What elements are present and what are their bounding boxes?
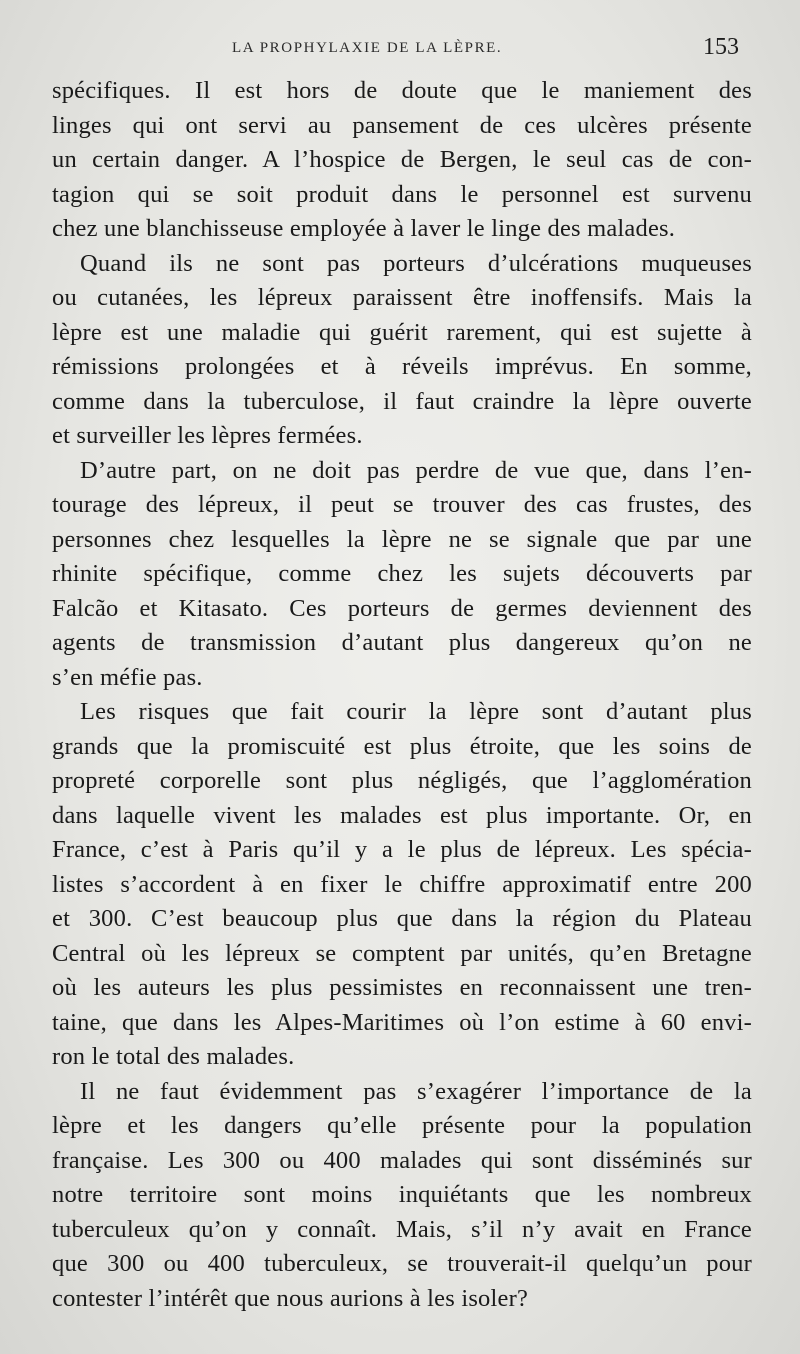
text-line: française. Les 300 ou 400 malades qui sont disséminés sur — [52, 1146, 752, 1174]
text-line: France, c’est à Paris qu’il y a le plus de lépreux. Les spécia- — [52, 836, 752, 863]
page-header — [0, 30, 800, 70]
text-line: ou cutanées, les lépreux paraissent être inoffensifs. Mais la — [52, 284, 752, 311]
body-text — [52, 74, 752, 1316]
text-line: linges qui ont servi au pansement de ces ulcères présente — [52, 111, 752, 139]
text-line: chez une blanchisseuse employée à laver le linge des malades. — [52, 215, 676, 242]
text-line: où les auteurs les plus pessimistes en reconnaissent une tren- — [52, 974, 752, 1001]
text-line: propreté corporelle sont plus négligés, que l’agglomération — [52, 767, 752, 794]
paragraph-start-line: D’autre part, on ne doit pas perdre de vue que, dans l’en- — [80, 456, 752, 484]
text-line: que 300 ou 400 tuberculeux, se trouverait-il quelqu’un pour — [52, 1250, 752, 1277]
text-line: un certain danger. A l’hospice de Bergen, le seul cas de con- — [52, 146, 752, 173]
paragraph-start-line: Il ne faut évidemment pas s’exagérer l’importance de la — [80, 1077, 752, 1105]
paragraph-start-line: Les risques que fait courir la lèpre sont d’autant plus — [80, 698, 752, 725]
text-line: lèpre est une maladie qui guérit rarement, qui est sujette à — [52, 318, 752, 346]
text-line: ron le total des malades. — [52, 1043, 295, 1070]
text-line: rémissions prolongées et à réveils imprévus. En somme, — [52, 353, 752, 380]
text-line: contester l’intérêt que nous aurions à les isoler? — [52, 1284, 529, 1312]
text-line: Central où les lépreux se comptent par unités, qu’en Bretagne — [52, 939, 752, 967]
text-line: et 300. C’est beaucoup plus que dans la région du Plateau — [52, 905, 752, 932]
text-line: spécifiques. Il est hors de doute que le maniement des — [52, 77, 752, 104]
text-line: notre territoire sont moins inquiétants que les nombreux — [52, 1181, 752, 1208]
running-title: LA PROPHYLAXIE DE LA LÈPRE. — [232, 40, 503, 56]
text-line: dans laquelle vivent les malades est plus importante. Or, en — [52, 801, 752, 829]
text-line: personnes chez lesquelles la lèpre ne se signale que par une — [52, 525, 752, 553]
text-line: s’en méfie pas. — [52, 663, 203, 691]
text-line: et surveiller les lèpres fermées. — [52, 422, 363, 449]
text-line: Falcão et Kitasato. Ces porteurs de germes deviennent des — [52, 594, 752, 622]
paragraph-start-line: Quand ils ne sont pas porteurs d’ulcérations muqueuses — [80, 249, 752, 277]
text-line: rhinite spécifique, comme chez les sujets découverts par — [52, 560, 752, 587]
page-number: 153 — [703, 34, 739, 60]
text-line: tuberculeux qu’on y connaît. Mais, s’il n’y avait en France — [52, 1215, 752, 1243]
text-line: taine, que dans les Alpes-Maritimes où l’on estime à 60 envi- — [52, 1008, 752, 1036]
text-line: listes s’accordent à en fixer le chiffre approximatif entre 200 — [52, 870, 752, 898]
text-line: tourage des lépreux, il peut se trouver des cas frustes, des — [52, 491, 752, 518]
text-line: grands que la promiscuité est plus étroite, que les soins de — [52, 732, 752, 760]
text-line: lèpre et les dangers qu’elle présente pour la population — [52, 1112, 752, 1139]
text-line: tagion qui se soit produit dans le personnel est survenu — [52, 180, 752, 208]
text-line: agents de transmission d’autant plus dangereux qu’on ne — [52, 629, 752, 656]
text-line: comme dans la tuberculose, il faut craindre la lèpre ouverte — [52, 387, 752, 415]
